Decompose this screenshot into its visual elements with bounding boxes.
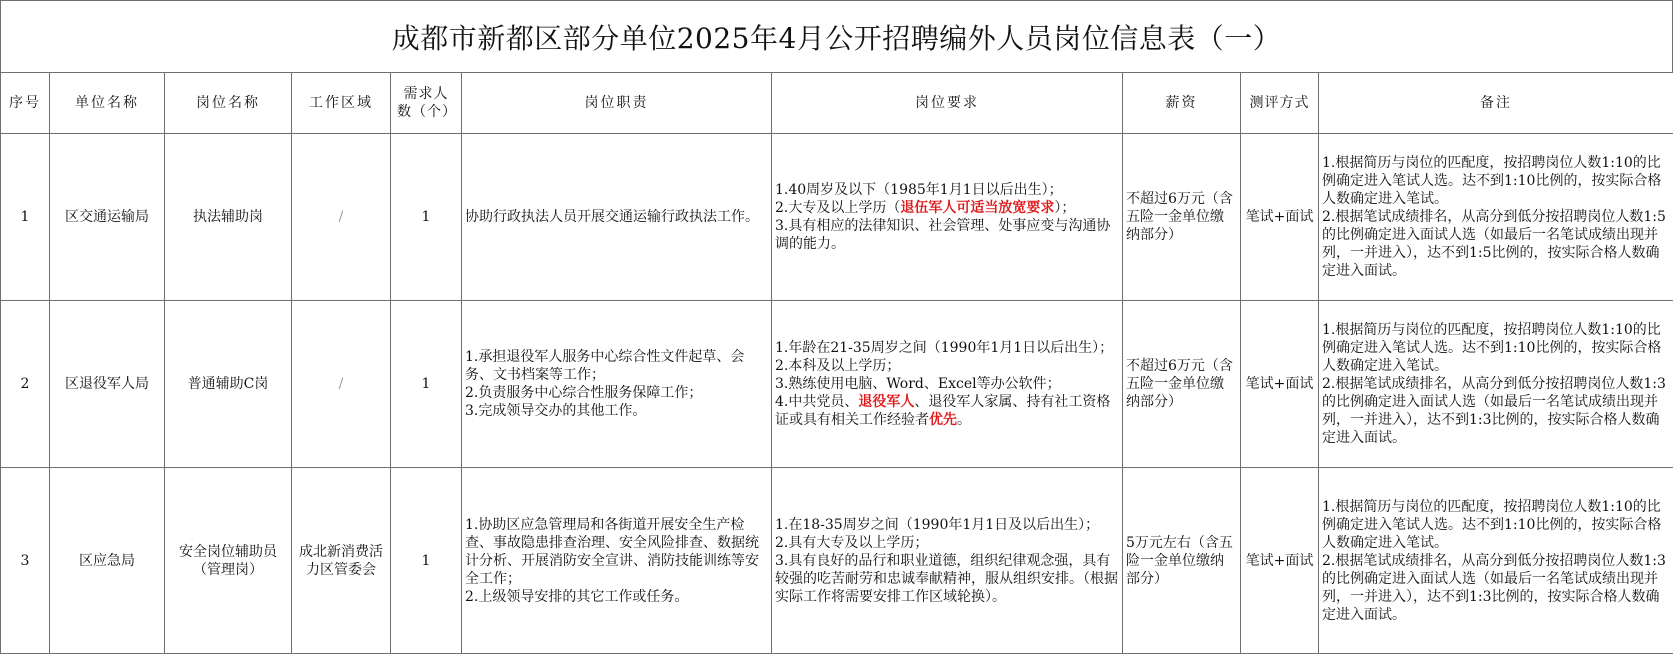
note-line: 2.根据笔试成绩排名，从高分到低分按招聘岗位人数1:3的比例确定进入面试人选（如最后一名笔试成绩出现并列，一并进入），达不到1:3比例的，按实际合格人数确定进入面试。: [1322, 375, 1670, 447]
table-row: [1, 301, 1673, 468]
duty-line: 协助行政执法人员开展交通运输行政执法工作。: [465, 208, 768, 226]
cell-area: 成北新消费活力区管委会: [292, 468, 391, 654]
cell-count: 1: [391, 134, 462, 301]
req-text: ）；: [1054, 200, 1075, 216]
cell-seq: 2: [1, 301, 50, 468]
req-line: [775, 199, 1119, 217]
cell-requirements: [772, 301, 1123, 468]
duty-line: 1.承担退役军人服务中心综合性文件起草、会务、文书档案等工作；: [465, 348, 768, 384]
cell-note: [1319, 301, 1673, 468]
header-requirements: 岗位要求: [772, 73, 1123, 134]
cell-unit: 区交通运输局: [50, 134, 165, 301]
cell-seq: 1: [1, 134, 50, 301]
cell-count: 1: [391, 468, 462, 654]
title-bar: [0, 0, 1673, 72]
cell-test: 笔试+面试: [1241, 301, 1319, 468]
req-highlight: 退役军人: [858, 394, 914, 410]
cell-unit: 区应急局: [50, 468, 165, 654]
duty-line: 3.完成领导交办的其他工作。: [465, 402, 768, 420]
cell-test: 笔试+面试: [1241, 468, 1319, 654]
cell-area: /: [292, 134, 391, 301]
req-text: 、退役军人家属、持有社工资格证或具有相关工作经验者: [775, 394, 1110, 428]
req-line: [775, 393, 1119, 429]
cell-note: [1319, 134, 1673, 301]
header-post: 岗位名称: [165, 73, 292, 134]
req-line: 2.本科及以上学历；: [775, 357, 1119, 375]
req-highlight: 退伍军人可适当放宽要求: [900, 200, 1054, 216]
header-salary: 薪资: [1123, 73, 1241, 134]
header-duty: 岗位职责: [462, 73, 772, 134]
req-line: 2.具有大专及以上学历；: [775, 534, 1119, 552]
table-row: [1, 134, 1673, 301]
cell-duty: [462, 134, 772, 301]
table-row: [1, 468, 1673, 654]
cell-test: 笔试+面试: [1241, 134, 1319, 301]
cell-requirements: [772, 134, 1123, 301]
cell-post: 普通辅助C岗: [165, 301, 292, 468]
req-line: 1.在18-35周岁之间（1990年1月1日及以后出生）；: [775, 516, 1119, 534]
req-text: 。: [957, 412, 971, 428]
header-seq: 序号: [1, 73, 50, 134]
positions-table: [0, 72, 1673, 654]
note-line: 2.根据笔试成绩排名，从高分到低分按招聘岗位人数1:3的比例确定进入面试人选（如最后一名笔试成绩出现并列，一并进入），达不到1:3比例的，按实际合格人数确定进入面试。: [1322, 552, 1670, 624]
cell-salary: 不超过6万元（含五险一金单位缴纳部分）: [1123, 134, 1241, 301]
cell-post: 执法辅助岗: [165, 134, 292, 301]
req-highlight: 优先: [929, 412, 957, 428]
req-line: 3.具有相应的法律知识、社会管理、处事应变与沟通协调的能力。: [775, 217, 1119, 253]
note-line: 2.根据笔试成绩排名，从高分到低分按招聘岗位人数1:5的比例确定进入面试人选（如最后一名笔试成绩出现并列，一并进入），达不到1:5比例的，按实际合格人数确定进入面试。: [1322, 208, 1670, 280]
note-line: 1.根据简历与岗位的匹配度，按招聘岗位人数1:10的比例确定进入笔试人选。达不到1:10比例的，按实际合格人数确定进入笔试。: [1322, 154, 1670, 208]
header-area: 工作区域: [292, 73, 391, 134]
cell-salary: 不超过6万元（含五险一金单位缴纳部分）: [1123, 301, 1241, 468]
cell-requirements: [772, 468, 1123, 654]
page-title: 成都市新都区部分单位2025年4月公开招聘编外人员岗位信息表（一）: [392, 17, 1282, 57]
req-line: 1.年龄在21-35周岁之间（1990年1月1日以后出生）；: [775, 339, 1119, 357]
cell-seq: 3: [1, 468, 50, 654]
req-text: 2.大专及以上学历（: [775, 200, 900, 216]
req-line: 3.具有良好的品行和职业道德，组织纪律观念强，具有较强的吃苦耐劳和忠诚奉献精神，服从组织安排。（根据实际工作将需要安排工作区域轮换）。: [775, 552, 1119, 606]
header-row: [1, 73, 1673, 134]
header-unit: 单位名称: [50, 73, 165, 134]
cell-note: [1319, 468, 1673, 654]
cell-salary: 5万元左右（含五险一金单位缴纳部分）: [1123, 468, 1241, 654]
cell-unit: 区退役军人局: [50, 301, 165, 468]
header-count: 需求人数（个）: [391, 73, 462, 134]
cell-duty: [462, 468, 772, 654]
duty-line: 1.协助区应急管理局和各街道开展安全生产检查、事故隐患排查治理、安全风险排查、数据统计分析、开展消防安全宣讲、消防技能训练等安全工作；: [465, 516, 768, 588]
cell-post: 安全岗位辅助员（管理岗）: [165, 468, 292, 654]
req-text: 4.中共党员、: [775, 394, 858, 410]
cell-count: 1: [391, 301, 462, 468]
duty-line: 2.负责服务中心综合性服务保障工作；: [465, 384, 768, 402]
note-line: 1.根据简历与岗位的匹配度，按招聘岗位人数1:10的比例确定进入笔试人选。达不到1:10比例的，按实际合格人数确定进入笔试。: [1322, 498, 1670, 552]
duty-line: 2.上级领导安排的其它工作或任务。: [465, 588, 768, 606]
req-line: 1.40周岁及以下（1985年1月1日以后出生）；: [775, 181, 1119, 199]
header-note: 备注: [1319, 73, 1673, 134]
header-test: 测评方式: [1241, 73, 1319, 134]
cell-duty: [462, 301, 772, 468]
cell-area: /: [292, 301, 391, 468]
req-line: 3.熟练使用电脑、Word、Excel等办公软件；: [775, 375, 1119, 393]
note-line: 1.根据简历与岗位的匹配度，按招聘岗位人数1:10的比例确定进入笔试人选。达不到1:10比例的，按实际合格人数确定进入笔试。: [1322, 321, 1670, 375]
